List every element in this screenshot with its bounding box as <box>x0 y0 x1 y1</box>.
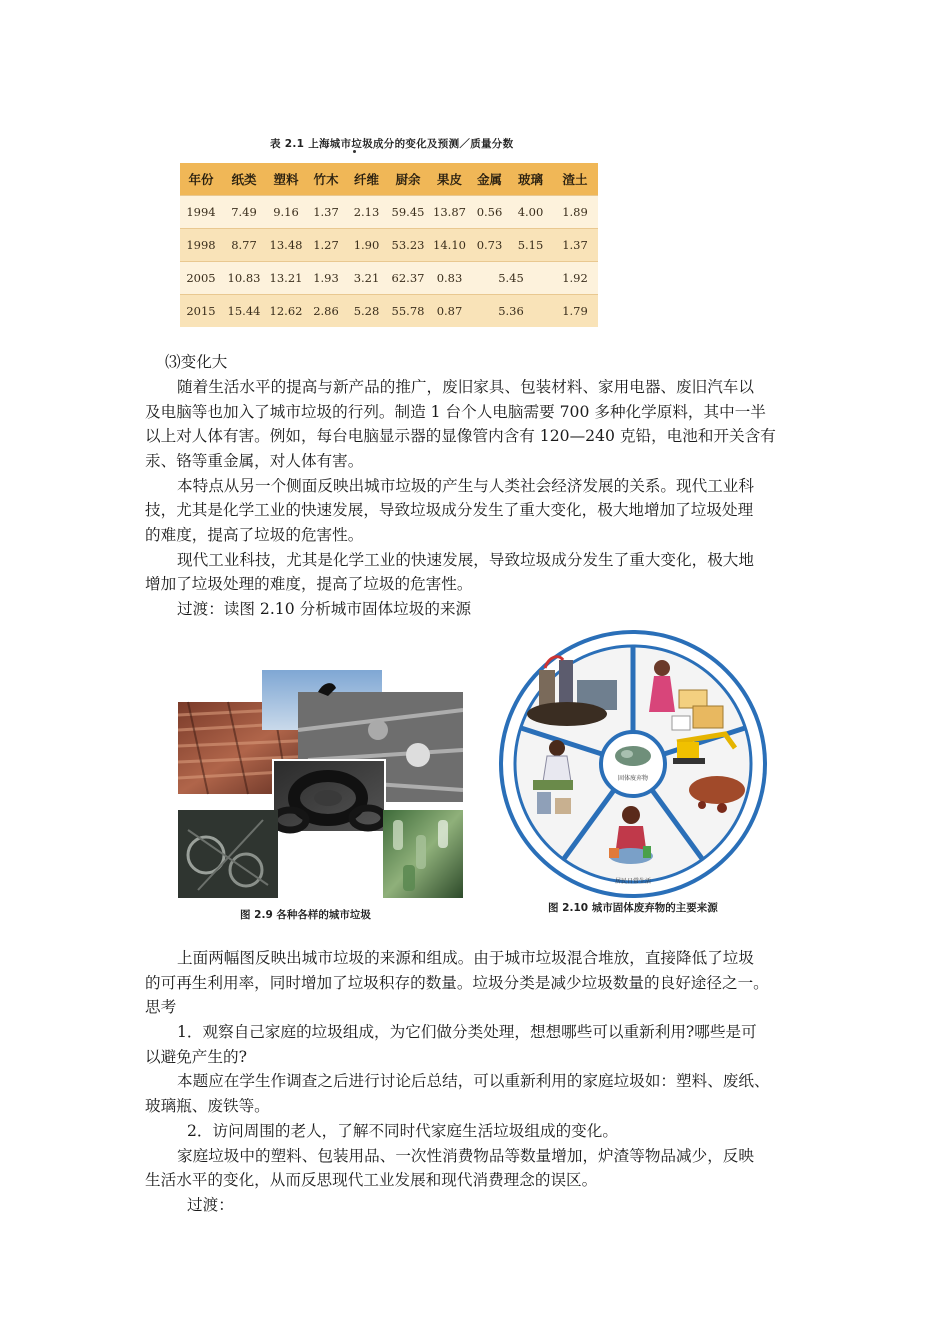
table-header: 玻璃 <box>509 163 552 196</box>
table-cell: 15.44 <box>222 295 266 328</box>
photo-bicycles <box>178 810 278 898</box>
waste-composition-table <box>180 163 598 327</box>
table-cell: 1994 <box>180 196 222 229</box>
paragraph-line: 本特点从另一个侧面反映出城市垃圾的产生与人类社会经济发展的关系。现代工业科 <box>177 477 754 495</box>
table-row <box>180 196 598 229</box>
table-cell: 1.27 <box>306 229 346 262</box>
table-cell: 0.83 <box>429 262 470 295</box>
table-cell: 53.23 <box>387 229 429 262</box>
table-cell: 2.13 <box>346 196 387 229</box>
table-row <box>180 229 598 262</box>
table-header: 纤维 <box>346 163 387 196</box>
question-line: 1．观察自己家庭的垃圾组成，为它们做分类处理，想想哪些可以重新利用?哪些是可 <box>177 1023 757 1041</box>
table-row <box>180 295 598 328</box>
table-row <box>180 262 598 295</box>
table-cell-merged: 5.45 <box>470 262 552 295</box>
table-cell: 13.21 <box>266 262 306 295</box>
wheel-bottom-label: 居民日常生活 <box>614 878 652 885</box>
paragraph-line: 以上对人体有害。例如，每台电脑显示器的显像管内含有 120—240 克铅，电池和开关含有 <box>145 427 776 445</box>
table-cell: 3.21 <box>346 262 387 295</box>
table-cell: 1.37 <box>306 196 346 229</box>
table-cell: 5.28 <box>346 295 387 328</box>
table-caption: 表 2.1 上海城市垃圾成分的变化及预测／质量分数 <box>270 138 514 150</box>
table-header: 渣土 <box>552 163 598 196</box>
table-cell: 1.93 <box>306 262 346 295</box>
table-cell: 1.89 <box>552 196 598 229</box>
paragraph-line: 的难度，提高了垃圾的危害性。 <box>145 526 364 544</box>
table-cell: 2015 <box>180 295 222 328</box>
figure-2-9-caption: 图 2.9 各种各样的城市垃圾 <box>240 909 371 921</box>
transition-line: 过渡：读图 2.10 分析城市固体垃圾的来源 <box>177 600 472 618</box>
table-cell-merged: 5.36 <box>470 295 552 328</box>
paragraph-line: 上面两幅图反映出城市垃圾的来源和组成。由于城市垃圾混合堆放，直接降低了垃圾 <box>177 949 754 967</box>
paragraph-line: 增加了垃圾处理的难度，提高了垃圾的危害性。 <box>145 575 473 593</box>
question-line: 以避免产生的? <box>145 1048 247 1066</box>
paragraph-line: 汞、铬等重金属，对人体有害。 <box>145 452 364 470</box>
paragraph-line: 随着生活水平的提高与新产品的推广，废旧家具、包装材料、家用电器、废旧汽车以 <box>177 378 754 396</box>
table-cell: 14.10 <box>429 229 470 262</box>
table-cell: 0.87 <box>429 295 470 328</box>
table-cell: 62.37 <box>387 262 429 295</box>
table-header-row <box>180 163 598 196</box>
table-cell: 2005 <box>180 262 222 295</box>
table-header: 年份 <box>180 163 222 196</box>
question-line: 2．访问周围的老人，了解不同时代家庭生活垃圾组成的变化。 <box>187 1122 618 1140</box>
table-cell: 1998 <box>180 229 222 262</box>
table-cell: 1.90 <box>346 229 387 262</box>
section-heading: ⑶变化大 <box>165 353 228 371</box>
table-cell: 9.16 <box>266 196 306 229</box>
table-cell: 12.62 <box>266 295 306 328</box>
table-cell: 2.86 <box>306 295 346 328</box>
table-cell: 13.87 <box>429 196 470 229</box>
paragraph-line: 及电脑等也加入了城市垃圾的行列。制造 1 台个人电脑需要 700 多种化学原料，其中一半 <box>145 403 766 421</box>
table-cell: 5.15 <box>509 229 552 262</box>
table-cell: 4.00 <box>509 196 552 229</box>
table-header: 竹木 <box>306 163 346 196</box>
photo-tires <box>273 760 385 832</box>
table-cell: 59.45 <box>387 196 429 229</box>
table-cell: 1.79 <box>552 295 598 328</box>
table-cell: 8.77 <box>222 229 266 262</box>
table-header: 塑料 <box>266 163 306 196</box>
think-heading: 思考 <box>145 998 177 1016</box>
table-header: 果皮 <box>429 163 470 196</box>
figure-2-10-caption: 图 2.10 城市固体废弃物的主要来源 <box>548 902 718 914</box>
table-cell: 1.92 <box>552 262 598 295</box>
table-cell: 10.83 <box>222 262 266 295</box>
table-cell: 13.48 <box>266 229 306 262</box>
table-header: 厨余 <box>387 163 429 196</box>
paragraph-line: 技，尤其是化学工业的快速发展，导致垃圾成分发生了重大变化，极大地增加了垃圾处理 <box>145 501 754 519</box>
table-cell: 1.37 <box>552 229 598 262</box>
table-header: 纸类 <box>222 163 266 196</box>
transition-line: 过渡： <box>187 1196 234 1214</box>
table-cell: 55.78 <box>387 295 429 328</box>
table-header: 金属 <box>470 163 509 196</box>
paragraph-line: 的可再生利用率，同时增加了垃圾积存的数量。垃圾分类是减少垃圾数量的良好途径之一。 <box>145 974 769 992</box>
photo-bottles <box>383 810 463 898</box>
table-cell: 0.56 <box>470 196 509 229</box>
answer-line: 生活水平的变化，从而反思现代工业发展和现代消费理念的误区。 <box>145 1171 598 1189</box>
table-cell: 0.73 <box>470 229 509 262</box>
answer-line: 家庭垃圾中的塑料、包装用品、一次性消费物品等数量增加，炉渣等物品减少，反映 <box>177 1147 754 1165</box>
figure-2-9-waste-collage <box>178 670 463 898</box>
table-cell: 7.49 <box>222 196 266 229</box>
wheel-center-hub <box>601 732 665 796</box>
paragraph-line: 现代工业科技，尤其是化学工业的快速发展，导致垃圾成分发生了重大变化，极大地 <box>177 551 754 569</box>
answer-line: 本题应在学生作调查之后进行讨论后总结，可以重新利用的家庭垃圾如：塑料、废纸、 <box>177 1072 770 1090</box>
wheel-center-label: 固体废弃物 <box>617 775 649 782</box>
figure-2-10-waste-sources-wheel <box>497 630 769 898</box>
caption-dot <box>353 150 356 153</box>
answer-line: 玻璃瓶、废铁等。 <box>145 1097 270 1115</box>
